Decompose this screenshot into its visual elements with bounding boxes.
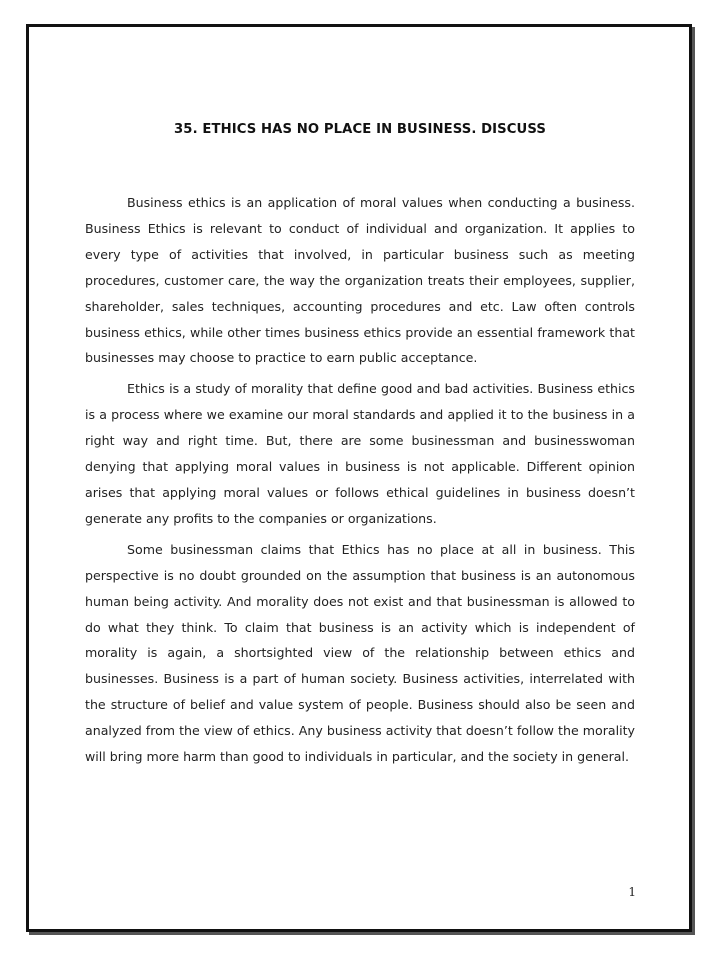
page-title: 35. ETHICS HAS NO PLACE IN BUSINESS. DISCUSS bbox=[174, 122, 546, 137]
paragraph-1: Business ethics is an application of moral values when conducting a business. Business Ethics is relevant to conduct of individual and organization. It applies to every type of activities that involved, in particular business such as meeting procedures, customer care, the way the organization treats their employees, supplier, shareholder, sales techniques, accounting procedures and etc. Law often controls business ethics, while other times business ethics provide an essential framework that businesses may choose to practice to earn public acceptance. bbox=[85, 195, 635, 366]
paragraph-3: Some businessman claims that Ethics has no place at all in business. This perspective is no doubt grounded on the assumption that business is an autonomous human being activity. And morality does not exist and that businessman is allowed to do what they think. To claim that business is an activity which is independent of morality is again, a shortsighted view of the relationship between ethics and businesses. Business is a part of human society. Business activities, interrelated with the structure of belief and value system of people. Business should also be seen and analyzed from the view of ethics. Any business activity that doesn’t follow the morality will bring more harm than good to individuals in particular, and the society in general. bbox=[85, 541, 635, 765]
body-text bbox=[85, 190, 635, 775]
page-number: 1 bbox=[628, 885, 636, 899]
paragraph-2: Ethics is a study of morality that define good and bad activities. Business ethics is a process where we examine our moral standards and applied it to the business in a right way and right time. But, there are some businessman and businesswoman denying that applying moral values in business is not applicable. Different opinion arises that applying moral values or follows ethical guidelines in business doesn’t generate any profits to the companies or organizations. bbox=[85, 381, 635, 526]
